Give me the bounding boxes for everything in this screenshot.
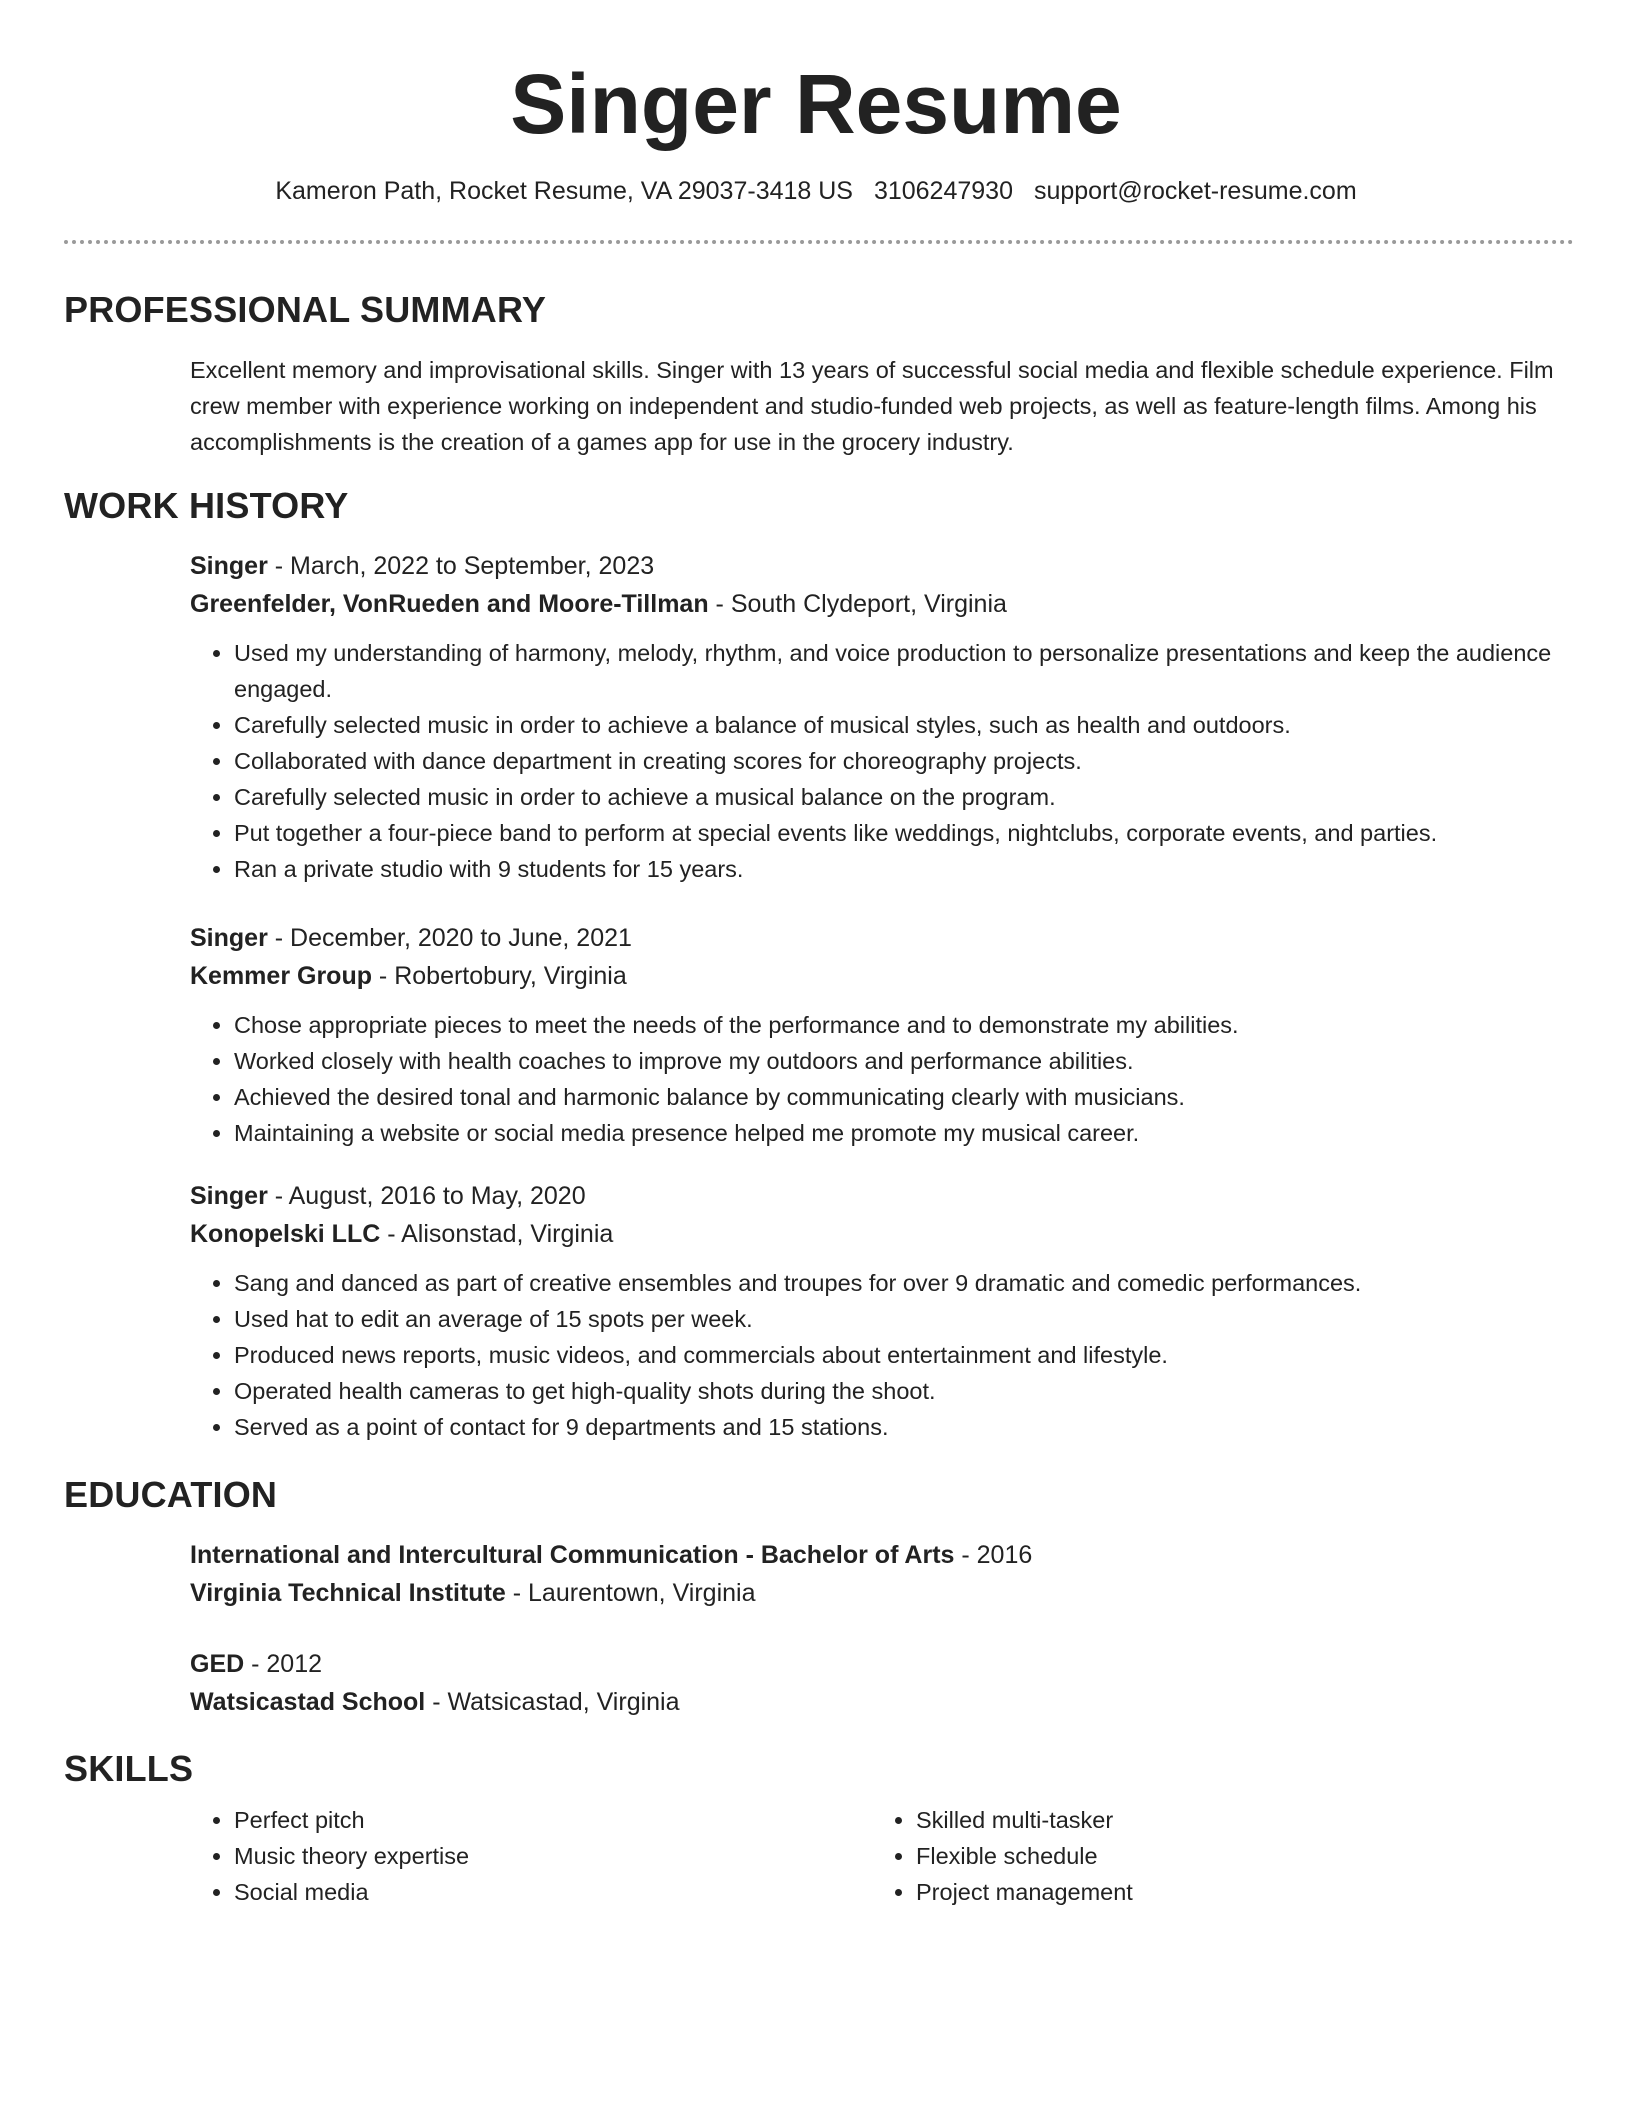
job-bullets: [190, 635, 1568, 887]
job-company: Greenfelder, VonRueden and Moore-Tillman: [190, 589, 709, 618]
page-title: Singer Resume: [510, 57, 1122, 151]
list-item: • Ran a private studio with 9 students for 15 years.: [234, 851, 1568, 887]
job-entry: [64, 547, 1568, 887]
education-entry: [64, 1536, 1568, 1612]
list-item: • Used my understanding of harmony, melody, rhythm, and voice production to personalize presentations and keep the audience engaged.: [234, 635, 1568, 707]
degree-year: - 2016: [954, 1540, 1033, 1569]
contact-phone: 3106247930: [873, 177, 1013, 206]
job-dates: - August, 2016 to May, 2020: [267, 1181, 586, 1210]
contact-line: [64, 176, 1568, 206]
skills-list: [190, 1802, 872, 1910]
school-line: [190, 1574, 1568, 1612]
degree: International and Intercultural Communication - Bachelor of Arts: [190, 1540, 955, 1569]
contact-address: Kameron Path, Rocket Resume, VA 29037-3418 US: [275, 177, 853, 206]
school: Virginia Technical Institute: [190, 1578, 506, 1607]
job-bullets: [190, 1007, 1568, 1151]
job-location: - Robertobury, Virginia: [371, 961, 627, 990]
summary-section: [64, 288, 1568, 459]
school-location: - Laurentown, Virginia: [505, 1578, 756, 1607]
job-location: - Alisonstad, Virginia: [380, 1219, 614, 1248]
degree-line: [190, 1645, 1568, 1683]
work-section: [64, 484, 1568, 1445]
degree-year: - 2012: [244, 1649, 323, 1678]
list-item: • Achieved the desired tonal and harmonic balance by communicating clearly with musicians.: [234, 1079, 1568, 1115]
job-location: - South Clydeport, Virginia: [708, 589, 1007, 618]
job-entry: [64, 919, 1568, 1151]
job-title-line: [190, 547, 1568, 585]
skills-grid: [190, 1802, 1568, 1910]
education-heading: EDUCATION: [64, 1473, 278, 1515]
list-item: • Skilled multi-tasker: [916, 1802, 1554, 1838]
list-item: • Chose appropriate pieces to meet the needs of the performance and to demonstrate my abilities.: [234, 1007, 1568, 1043]
list-item: • Carefully selected music in order to achieve a balance of musical styles, such as health and outdoors.: [234, 707, 1568, 743]
list-item: • Produced news reports, music videos, and commercials about entertainment and lifestyle.: [234, 1337, 1568, 1373]
list-item: • Social media: [234, 1874, 872, 1910]
work-heading: WORK HISTORY: [64, 484, 349, 526]
degree: GED: [190, 1649, 245, 1678]
school: Watsicastad School: [190, 1687, 426, 1716]
skills-column-left: [190, 1802, 872, 1910]
job-company: Konopelski LLC: [190, 1219, 381, 1248]
summary-heading: PROFESSIONAL SUMMARY: [64, 289, 547, 331]
school-line: [190, 1683, 1568, 1721]
list-item: • Sang and danced as part of creative ensembles and troupes for over 9 dramatic and comedic performances.: [234, 1265, 1568, 1301]
job-entry: [64, 1177, 1568, 1445]
job-title-line: [190, 1177, 1568, 1215]
job-company: Kemmer Group: [190, 961, 372, 990]
contact-email: support@rocket-resume.com: [1033, 177, 1357, 206]
list-item: • Collaborated with dance department in creating scores for choreography projects.: [234, 743, 1568, 779]
skills-column-right: [872, 1802, 1554, 1910]
education-section: [64, 1473, 1568, 1721]
job-title: Singer: [190, 923, 268, 952]
list-item: • Operated health cameras to get high-quality shots during the shoot.: [234, 1373, 1568, 1409]
job-dates: - December, 2020 to June, 2021: [267, 923, 632, 952]
school-location: - Watsicastad, Virginia: [425, 1687, 680, 1716]
job-company-line: [190, 585, 1568, 623]
header-divider: [64, 240, 1574, 244]
job-company-line: [190, 957, 1568, 995]
list-item: • Put together a four-piece band to perform at special events like weddings, nightclubs, corporate events, and parties.: [234, 815, 1568, 851]
list-item: • Carefully selected music in order to achieve a musical balance on the program.: [234, 779, 1568, 815]
list-item: • Worked closely with health coaches to improve my outdoors and performance abilities.: [234, 1043, 1568, 1079]
list-item: • Project management: [916, 1874, 1554, 1910]
job-title: Singer: [190, 1181, 268, 1210]
job-company-line: [190, 1215, 1568, 1253]
education-entry: [64, 1645, 1568, 1721]
list-item: • Used hat to edit an average of 15 spots per week.: [234, 1301, 1568, 1337]
summary-text: Excellent memory and improvisational skills. Singer with 13 years of successful social media and flexible schedule experience. Film crew member with experience working on independent and studio-funded web projects, as well as feature-length films. Among his accomplishments is the creation of a games app for use in the grocery industry.: [190, 356, 1554, 455]
skills-section: [64, 1747, 1568, 1910]
list-item: • Served as a point of contact for 9 departments and 15 stations.: [234, 1409, 1568, 1445]
degree-line: [190, 1536, 1568, 1574]
list-item: • Music theory expertise: [234, 1838, 872, 1874]
list-item: • Maintaining a website or social media presence helped me promote my musical career.: [234, 1115, 1568, 1151]
job-bullets: [190, 1265, 1568, 1445]
list-item: • Flexible schedule: [916, 1838, 1554, 1874]
job-dates: - March, 2022 to September, 2023: [267, 551, 655, 580]
job-title-line: [190, 919, 1568, 957]
skills-heading: SKILLS: [64, 1747, 194, 1789]
list-item: • Perfect pitch: [234, 1802, 872, 1838]
job-title: Singer: [190, 551, 268, 580]
skills-list: [872, 1802, 1554, 1910]
